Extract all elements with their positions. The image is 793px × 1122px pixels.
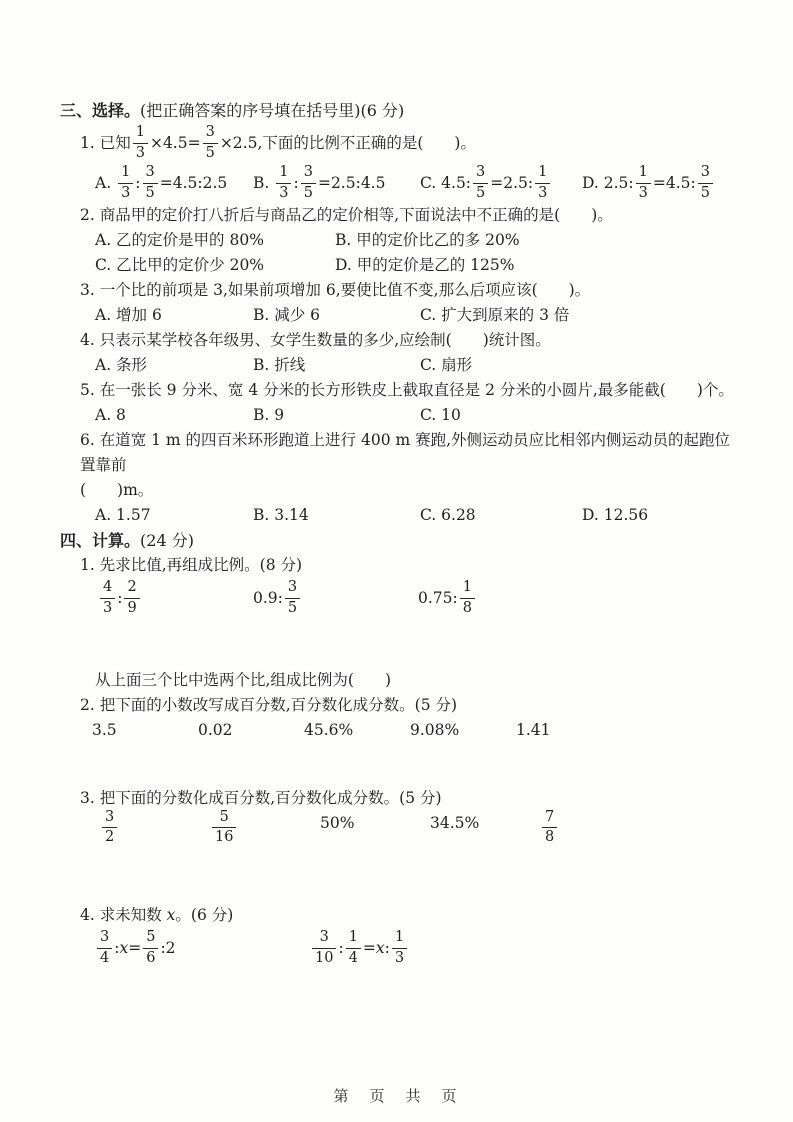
question-1 [80,123,745,203]
fraction: $\frac{4}{3}$ [100,580,115,615]
decimal-item-3: 45.6% [304,721,354,739]
calc-problem-1 [80,553,745,693]
fraction: $\frac{3}{5}$ [301,165,316,200]
calc-problem-3-stem-text: 3. 把下面的分数化成百分数,百分数化成分数。 [80,789,400,807]
fraction: $\frac{3}{2}$ [102,810,117,845]
fraction-item-3: 50% [320,814,355,832]
question-6 [80,428,745,528]
calc-problem-1-stem [80,553,745,578]
question-2 [80,203,745,278]
decimal-item-5: 1.41 [516,721,551,739]
section-4-subtitle: (24 分) [140,531,194,550]
equation-item-2: $\frac{3}{10}$ : $\frac{1}{4}$ =x: $\frac{1}{3}$ [310,928,409,968]
calc-problem-1-points: (8 分) [259,556,303,574]
question-6-options [95,503,745,528]
calc-problem-3-stem [80,786,745,811]
fraction-item-1 [100,811,210,851]
question-3-options [95,303,745,328]
question-6-stem-line-1: 6. 在道宽 1 m 的四百米环形跑道上进行 400 m 赛跑,外侧运动员应比相邻内侧运动员的起跑位置靠前 [80,431,731,474]
fraction: $\frac{1}{3}$ [636,165,651,200]
question-6-option-d: D. 12.56 [582,506,649,524]
fraction: $\frac{3}{5}$ [143,165,158,200]
calc-problem-1-items [98,578,745,618]
section-3-subtitle: (把正确答案的序号填在括号里)(6 分) [140,101,405,120]
calc-problem-4-stem-text: 4. 求未知数 x。 [80,906,191,924]
question-6-option-c: C. 6.28 [420,506,476,524]
calc-problem-2-items [92,718,745,743]
decimal-item-2: 0.02 [198,721,233,739]
fraction: $\frac{2}{9}$ [124,580,139,615]
fraction-item-2 [210,811,320,851]
section-3-heading [60,98,745,123]
question-2-option-d: D. 甲的定价是乙的 125% [335,256,515,274]
page-footer: 第 页 共 页 [333,1087,460,1105]
question-5-option-c: C. 10 [420,406,461,424]
fraction-item-5 [540,811,650,851]
question-2-stem: 2. 商品甲的定价打八折后与商品乙的定价相等,下面说法中不正确的是( )。 [80,206,613,224]
section-4-heading [60,528,745,553]
question-5-options [95,403,745,428]
calc-problem-3-items [100,811,745,851]
fraction: $\frac{1}{8}$ [460,580,475,615]
calc-problem-2 [80,693,745,743]
question-5-option-b: B. 9 [253,406,285,424]
calc-problem-2-stem-text: 2. 把下面的小数改写成百分数,百分数化成分数。 [80,696,415,714]
fraction: $\frac{3}{10}$ [312,930,336,965]
question-1-option-a: A. $\frac{1}{3}$ : $\frac{3}{5}$ =4.5:2.5 [95,164,228,201]
calc-problem-4 [80,903,745,968]
fraction: $\frac{1}{4}$ [346,930,361,965]
fraction: $\frac{1}{3}$ [392,930,407,965]
question-3-stem: 3. 一个比的前项是 3,如果前项增加 6,要使比值不变,那么后项应该( )。 [80,281,591,299]
section-4-title: 四、计算。 [60,531,141,550]
question-3-option-a: A. 增加 6 [95,306,162,324]
fraction: $\frac{7}{8}$ [542,810,557,845]
question-3-option-c: C. 扩大到原来的 3 倍 [420,306,570,324]
question-6-option-b: B. 3.14 [253,506,309,524]
question-4-option-c: C. 扇形 [420,356,473,374]
fraction: $\frac{3}{5}$ [698,165,713,200]
fraction: $\frac{1}{3}$ [133,125,148,160]
calc-problem-2-points: (5 分) [414,696,458,714]
question-4 [80,328,745,378]
question-1-option-b: B. $\frac{1}{3}$ : $\frac{3}{5}$ =2.5:4.5 [253,164,386,201]
question-1-stem: 1. 已知 $\frac{1}{3}$ ×4.5= $\frac{3}{5}$ ×2.5,下面的比例不正确的是( )。 [80,124,476,161]
calc-problem-4-points: (6 分) [190,906,234,924]
ratio-item-2: 0.9: $\frac{3}{5}$ [253,578,418,618]
question-3-option-b: B. 减少 6 [253,306,321,324]
fraction: $\frac{3}{5}$ [473,165,488,200]
question-5-stem: 5. 在一张长 9 分米、宽 4 分米的长方形铁皮上截取直径是 2 分米的小圆片,最多能截( )个。 [80,381,734,399]
question-3 [80,278,745,328]
fraction-item-4: 34.5% [430,814,480,832]
question-1-option-c: C. 4.5: $\frac{3}{5}$ =2.5: $\frac{1}{3}$ [420,163,582,203]
calc-problem-2-stem [80,693,745,718]
calc-problem-3-points: (5 分) [399,789,442,807]
question-4-stem: 4. 只表示某学校各年级男、女学生数量的多少,应绘制( )统计图。 [80,331,551,349]
question-6-stem-line-2: ( )m。 [80,481,154,499]
question-5-option-a: A. 8 [95,406,126,424]
question-6-option-a: A. 1.57 [95,506,151,524]
equation-item-1: $\frac{3}{4}$ :x= $\frac{5}{6}$ :2 [95,928,310,968]
fraction: $\frac{3}{5}$ [203,125,218,160]
section-3-title: 三、选择。 [60,101,141,120]
fraction: $\frac{1}{3}$ [535,165,550,200]
question-5 [80,378,745,428]
calc-problem-1-stem-text: 1. 先求比值,再组成比例。 [80,556,260,574]
question-4-option-b: B. 折线 [253,356,306,374]
question-4-option-a: A. 条形 [95,356,148,374]
fraction: $\frac{5}{6}$ [143,930,158,965]
fraction: $\frac{3}{4}$ [97,930,112,965]
question-2-options-row-2 [95,253,745,278]
question-2-option-a: A. 乙的定价是甲的 80% [95,231,264,249]
calc-problem-4-items [95,928,745,968]
decimal-item-1: 3.5 [92,721,117,739]
ratio-item-3: 0.75: $\frac{1}{8}$ [418,578,477,618]
calc-problem-3 [80,786,745,851]
fraction: $\frac{5}{16}$ [212,810,236,845]
question-2-option-c: C. 乙比甲的定价少 20% [95,256,265,274]
ratio-item-1: $\frac{4}{3}$ : $\frac{2}{9}$ [98,578,253,618]
question-1-option-d: D. 2.5: $\frac{1}{3}$ =4.5: $\frac{3}{5}$ [582,163,715,203]
question-4-options [95,353,745,378]
calc-problem-4-stem [80,903,745,928]
question-2-options-row-1 [95,228,745,253]
fraction: $\frac{1}{3}$ [276,165,291,200]
fraction: $\frac{1}{3}$ [118,165,133,200]
fraction: $\frac{3}{5}$ [285,580,300,615]
question-2-option-b: B. 甲的定价比乙的多 20% [335,231,520,249]
decimal-item-4: 9.08% [410,721,460,739]
question-1-options [95,163,745,203]
calc-problem-1-note: 从上面三个比中选两个比,组成比例为( ) [95,671,392,689]
